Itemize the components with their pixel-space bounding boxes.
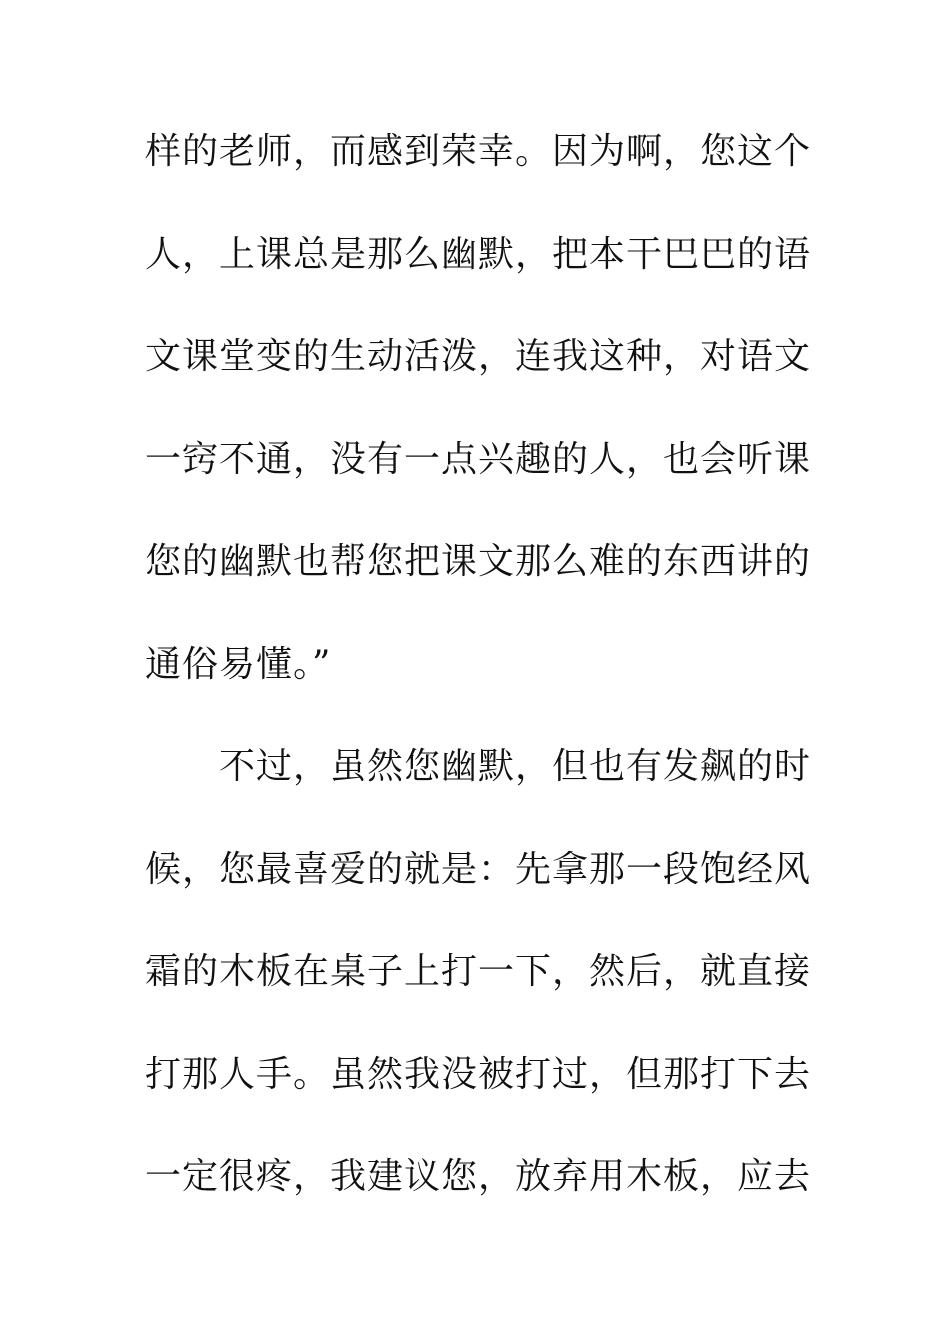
text-line: 文课堂变的生动活泼，连我这种，对语文	[145, 336, 812, 377]
text-line: 一定很疼，我建议您，放弃用木板，应去	[145, 1156, 812, 1197]
text-line: 一窍不通，没有一点兴趣的人，也会听课	[145, 438, 812, 480]
text-line: 人，上课总是那么幽默，把本干巴巴的语	[145, 233, 812, 275]
text-line: 您的幽默也帮您把课文那么难的东西讲的	[145, 541, 812, 582]
text-line: 不过，虽然您幽默，但也有发飙的时	[145, 746, 812, 787]
text-line: 通俗易懂。”	[145, 643, 332, 685]
text-line: 霜的木板在桌子上打一下，然后，就直接	[145, 951, 812, 992]
body-text	[145, 124, 825, 1252]
text-line: 打那人手。虽然我没被打过，但那打下去	[145, 1053, 812, 1095]
text-line: 候，您最喜爱的就是：先拿那一段饱经风	[145, 848, 812, 890]
text-line: 样的老师，而感到荣幸。因为啊，您这个	[145, 131, 812, 172]
